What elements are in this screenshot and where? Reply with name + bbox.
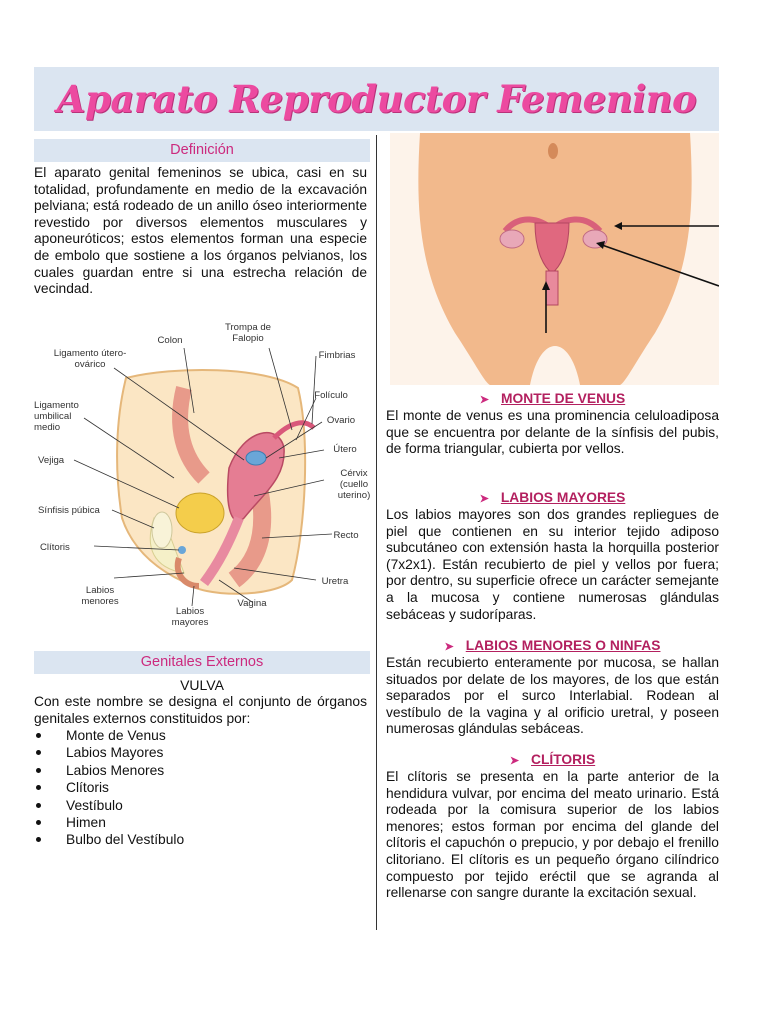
label-vejiga: Vejiga	[38, 455, 65, 466]
label-labios-mayores: Labios mayores	[171, 606, 209, 628]
title-band	[34, 67, 719, 131]
label-ligamento-umbilical: Ligamento umbilical medio	[34, 400, 79, 433]
list-item: Bulbo del Vestíbulo	[30, 831, 360, 848]
labios-mayores-heading: ➤ LABIOS MAYORES	[479, 490, 626, 505]
label-uretra: Uretra	[321, 576, 349, 587]
page-title: Aparato Reproductor Femenino	[56, 77, 697, 121]
column-divider	[376, 135, 377, 930]
label-clitoris: Clítoris	[40, 542, 70, 553]
label-trompa: Trompa de Falopio	[224, 322, 272, 344]
genitales-intro: Con este nombre se designa el conjunto de órganos genitales externos constituidos por:	[34, 694, 367, 726]
clitoris-shape	[178, 546, 186, 554]
definicion-text: El aparato genital femeninos se ubica, casi en su totalidad, profundamente en medio de la excavación pelviana; está rodeado de un anillo óseo interiormente revestido por diversos elementos musculares y aponeuróticos; estos elementos forman una especie de embolo que sostiene a los órganos pelvianos, los cuales guardan entre si una estrecha relación de vecindad.	[34, 165, 367, 297]
list-item: Monte de Venus	[30, 727, 360, 744]
labios-mayores-text: Los labios mayores son dos grandes repliegues de piel que contienen en su interior tejido adiposo subcutáneo con extensión hasta la horquilla posterior (7x2x1). Están recubierto de piel y vellos por fuera; por dentro, su superficie ofrece un carácter semejante a la mucosa y contiene numerosas glándulas sebáceas y sudoríparas.	[386, 507, 719, 622]
arrow-bullet-icon: ➤	[479, 394, 490, 406]
list-item: Clítoris	[30, 779, 360, 796]
frontal-illustration	[390, 133, 719, 385]
vulva-subheading: VULVA	[180, 677, 224, 693]
list-item: Himen	[30, 814, 360, 831]
body-outline	[117, 370, 305, 594]
navel	[548, 143, 558, 159]
symphysis-shape	[152, 512, 172, 548]
label-fimbrias: Fimbrias	[318, 350, 356, 361]
list-item: Labios Mayores	[30, 744, 360, 761]
bladder-shape	[176, 493, 224, 533]
label-ligamento-utero: Ligamento útero-ovárico	[53, 348, 127, 370]
labios-menores-text: Están recubierto enteramente por mucosa, se hallan situados por delate de los mayores, de los que están separados por el surco Interlabial. Rodean al vestíbulo de la vagina y al orificio uretral, y poseen numerosas glándulas sebáceas.	[386, 655, 719, 737]
label-cervix: Cérvix (cuello uterino)	[337, 468, 371, 501]
genitales-heading: Genitales Externos	[34, 651, 370, 674]
label-utero: Útero	[333, 444, 357, 455]
clitoris-heading: ➤ CLÍTORIS	[509, 752, 596, 767]
ovary-shape	[246, 451, 266, 465]
definicion-heading: Definición	[34, 139, 370, 162]
ovary-left	[500, 230, 524, 248]
arrow-bullet-icon: ➤	[444, 641, 454, 653]
label-sinfisis: Sínfisis púbica	[38, 505, 100, 516]
clitoris-text: El clítoris se presenta en la parte anterior de la hendidura vulvar, por encima del meato urinario. Está rodeada por la comisura superior de los labios menores; estos forman por encima del glande del clítoris el capuchón o prepucio, y por debajo el frenillo clitoriano. El clítoris es un pequeño órgano cilíndrico compuesto por tejido eréctil que se agranda al rellenarse con sangre durante la excitación sexual.	[386, 769, 719, 901]
label-foliculo: Folículo	[314, 390, 348, 401]
monte-text: El monte de venus es una prominencia celuloadiposa que se encuentra por delante de la sínfisis del pubis, de forma triangular, cubierta por vellos.	[386, 408, 719, 457]
monte-heading: ➤ MONTE DE VENUS	[479, 391, 626, 406]
arrow-bullet-icon: ➤	[479, 493, 489, 505]
label-labios-menores: Labios menores	[81, 585, 119, 607]
label-vagina: Vagina	[237, 598, 267, 609]
genitales-list	[30, 727, 360, 849]
label-ovario: Ovario	[326, 415, 356, 426]
label-colon: Colon	[157, 335, 183, 346]
list-item: Vestíbulo	[30, 797, 360, 814]
labios-menores-heading: ➤ LABIOS MENORES O NINFAS	[444, 638, 661, 653]
list-item: Labios Menores	[30, 762, 360, 779]
label-recto: Recto	[333, 530, 359, 541]
arrow-bullet-icon: ➤	[509, 755, 520, 767]
